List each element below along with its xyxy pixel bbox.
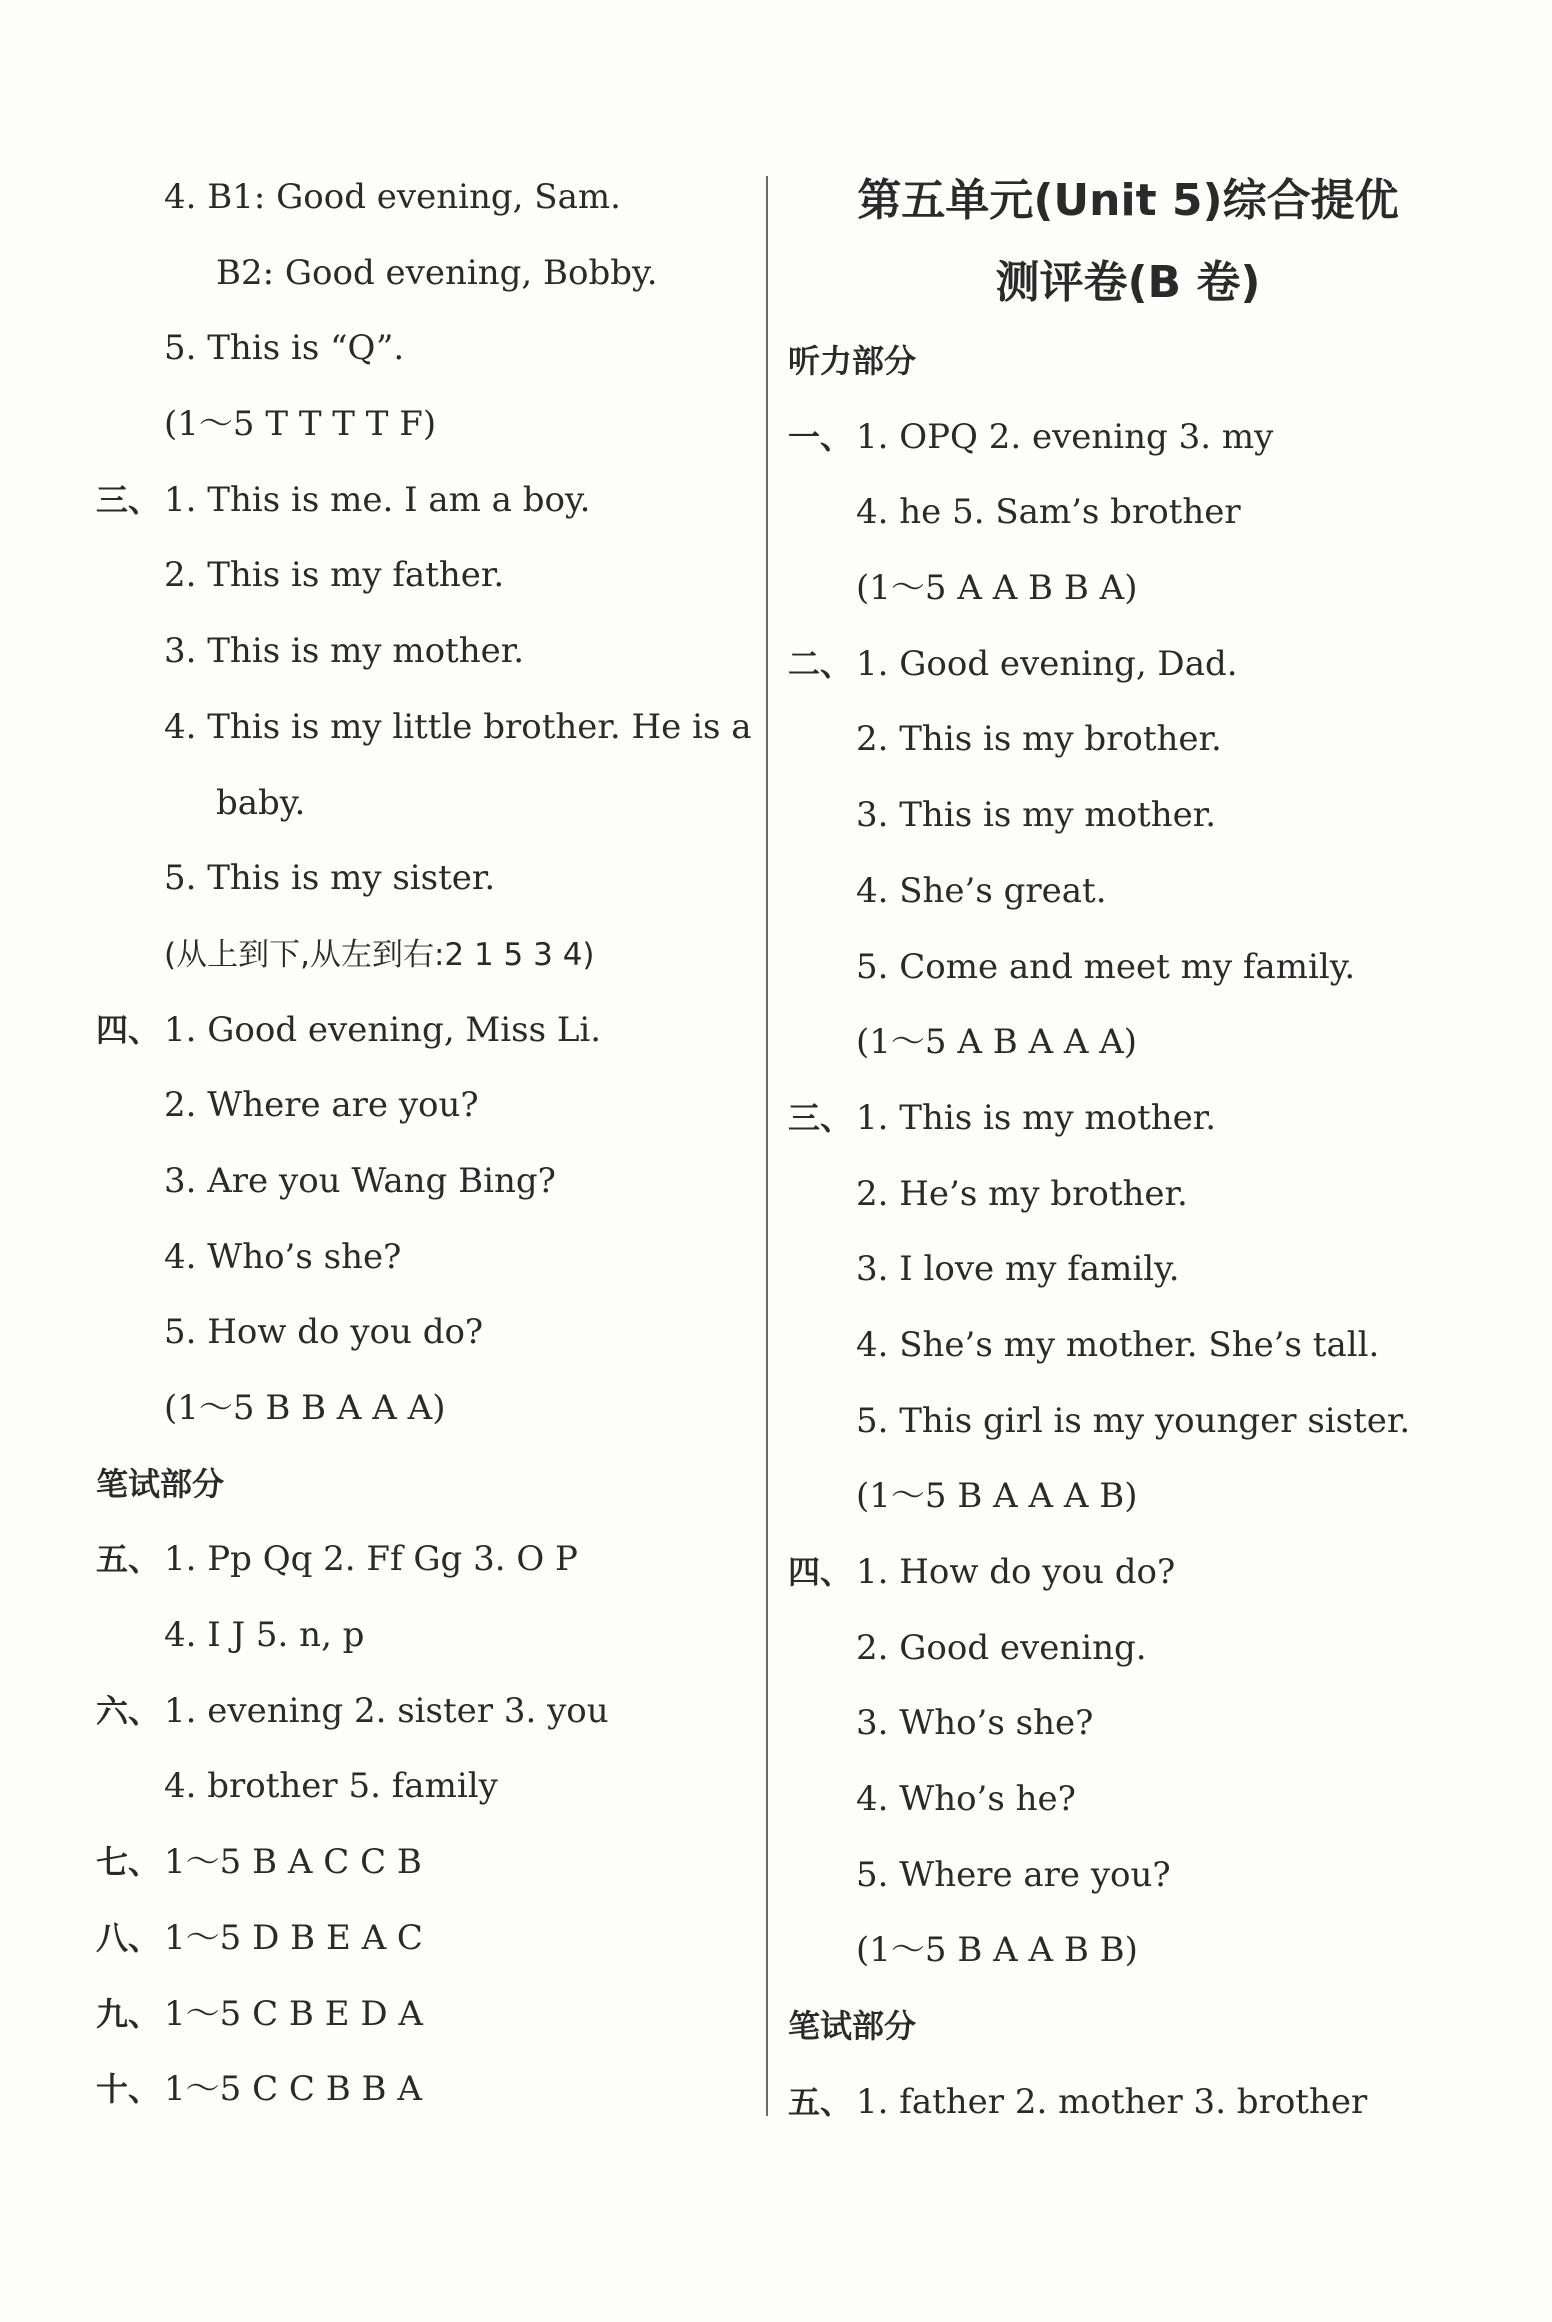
answer-text: 2. He’s my brother. [856, 1173, 1188, 1214]
answer-line [96, 1598, 756, 1674]
answer-line [788, 400, 1468, 476]
answer-line [788, 551, 1468, 627]
section-number: 五、 [96, 1540, 161, 1579]
answer-line [96, 766, 756, 842]
answer-line [96, 160, 756, 236]
answer-text: 2. Where are you? [164, 1085, 479, 1126]
answer-line [788, 930, 1468, 1006]
answer-text: 2. This is my brother. [856, 719, 1222, 760]
answer-text: 5. This is “Q”. [164, 328, 405, 369]
section-number: 三、 [96, 480, 161, 519]
answer-text: 4. Who’s he? [856, 1779, 1076, 1820]
unit-title-line2: 测评卷(B 卷) [995, 257, 1261, 308]
answer-text: 4. This is my little brother. He is a [164, 706, 752, 747]
section-number: 三、 [788, 1098, 853, 1137]
answer-line [788, 1686, 1468, 1762]
answer-text: 3. Are you Wang Bing? [164, 1160, 556, 1201]
answer-line [96, 1144, 756, 1220]
answer-text: 1. Good evening, Dad. [856, 643, 1238, 684]
section-number: 七、 [96, 1843, 161, 1882]
answer-line [96, 841, 756, 917]
answer-text: (1～5 T T T T F) [164, 404, 437, 445]
answer-text: 4. She’s my mother. She’s tall. [856, 1324, 1380, 1365]
answer-line [788, 475, 1468, 551]
answer-line [788, 627, 1468, 703]
answer-line [788, 1459, 1468, 1535]
answer-text: 1. How do you do? [856, 1552, 1176, 1592]
right-lines [788, 324, 1468, 2141]
answer-line [788, 2065, 1468, 2141]
answer-line [788, 1005, 1468, 1081]
answer-line [788, 1762, 1468, 1838]
answer-line [96, 387, 756, 463]
answer-line [96, 2052, 756, 2128]
answer-text: 5. This girl is my younger sister. [856, 1400, 1411, 1441]
section-number: 一、 [788, 417, 853, 456]
answer-text: 1. OPQ 2. evening 3. my [856, 416, 1274, 457]
left-column [96, 160, 756, 2128]
answer-text: 5. Where are you? [856, 1854, 1171, 1895]
answer-text: 4. he 5. Sam’s brother [856, 492, 1241, 533]
section-heading-text: 听力部分 [788, 342, 917, 380]
answer-line [788, 1081, 1468, 1157]
section-heading-text: 笔试部分 [788, 2007, 917, 2046]
right-column [788, 160, 1468, 2141]
answer-text: B2: Good evening, Bobby. [216, 252, 658, 293]
answer-line [96, 1522, 756, 1598]
section-number: 六、 [96, 1691, 161, 1730]
section-heading [788, 324, 1468, 400]
section-heading [788, 1989, 1468, 2065]
answer-text: 2. This is my father. [164, 555, 505, 596]
answer-text: 4. Who’s she? [164, 1236, 402, 1277]
answer-line [96, 1068, 756, 1144]
section-heading [96, 1447, 756, 1523]
answer-line [788, 778, 1468, 854]
section-number: 十、 [96, 2070, 161, 2109]
answer-line [96, 614, 756, 690]
answer-text: (从上到下,从左到右:2 1 5 3 4) [164, 936, 595, 973]
answer-text: 1. evening 2. sister 3. you [164, 1690, 609, 1731]
answer-line [96, 1977, 756, 2053]
answer-line [96, 1825, 756, 1901]
answer-text: (1～5 A B A A A) [856, 1022, 1138, 1063]
answer-line [96, 690, 756, 766]
answer-line [96, 1295, 756, 1371]
answer-text: (1～5 B A A B B) [856, 1930, 1138, 1971]
answer-line [96, 917, 756, 993]
answer-text: 1. Good evening, Miss Li. [164, 1009, 602, 1050]
section-number: 五、 [788, 2082, 853, 2121]
answer-text: baby. [216, 782, 306, 823]
answer-line [788, 1838, 1468, 1914]
section-number: 四、 [96, 1010, 161, 1049]
answer-line [96, 538, 756, 614]
answer-line [788, 1232, 1468, 1308]
answer-text: 1. This is my mother. [856, 1097, 1217, 1138]
answer-line [96, 1749, 756, 1825]
answer-text: (1～5 A A B B A) [856, 568, 1138, 609]
answer-line [96, 311, 756, 387]
answer-line [96, 993, 756, 1069]
answer-text: 4. She’s great. [856, 870, 1107, 911]
answer-line [788, 1611, 1468, 1687]
answer-text: 4. I J 5. n, p [164, 1615, 365, 1656]
answer-text: 1. father 2. mother 3. brother [856, 2081, 1368, 2122]
answer-line [788, 1535, 1468, 1611]
answer-text: 3. I love my family. [856, 1249, 1180, 1290]
section-number: 四、 [788, 1553, 853, 1591]
answer-text: 5. Come and meet my family. [856, 946, 1356, 987]
unit-title-line1: 第五单元(Unit 5)综合提优 [857, 175, 1399, 226]
answer-text: 3. This is my mother. [856, 795, 1217, 836]
answer-text: 3. Who’s she? [856, 1703, 1094, 1744]
answer-line [96, 1371, 756, 1447]
answer-line [96, 1220, 756, 1296]
answer-text: (1～5 B B A A A) [164, 1388, 446, 1428]
answer-text: 4. brother 5. family [164, 1766, 498, 1807]
section-number: 九、 [96, 1994, 161, 2033]
answer-line [788, 702, 1468, 778]
section-number: 八、 [96, 1918, 161, 1957]
answer-line [788, 1913, 1468, 1989]
section-number: 二、 [788, 644, 853, 683]
answer-text: (1～5 B A A A B) [856, 1476, 1138, 1517]
section-heading-text: 笔试部分 [96, 1464, 225, 1503]
answer-line [96, 1901, 756, 1977]
answer-text: 1. This is me. I am a boy. [164, 479, 591, 520]
answer-text: 4. B1: Good evening, Sam. [164, 177, 621, 217]
answer-line [96, 463, 756, 539]
answer-text: 1. Pp Qq 2. Ff Gg 3. O P [164, 1539, 578, 1580]
answer-text: 3. This is my mother. [164, 631, 525, 672]
answer-text: 1～5 B A C C B [164, 1842, 422, 1883]
answer-text: 2. Good evening. [856, 1627, 1147, 1668]
answer-line [96, 236, 756, 312]
answer-text: 5. How do you do? [164, 1312, 484, 1353]
answer-text: 1～5 C C B B A [164, 2069, 422, 2110]
answer-text: 1～5 C B E D A [164, 1993, 423, 2034]
answer-line [788, 1384, 1468, 1460]
answer-line [788, 1157, 1468, 1233]
column-divider [766, 176, 768, 2116]
answer-line [96, 1674, 756, 1750]
answer-line [788, 1308, 1468, 1384]
answer-text: 1～5 D B E A C [164, 1917, 423, 1958]
answer-text: 5. This is my sister. [164, 858, 496, 899]
answer-line [788, 854, 1468, 930]
